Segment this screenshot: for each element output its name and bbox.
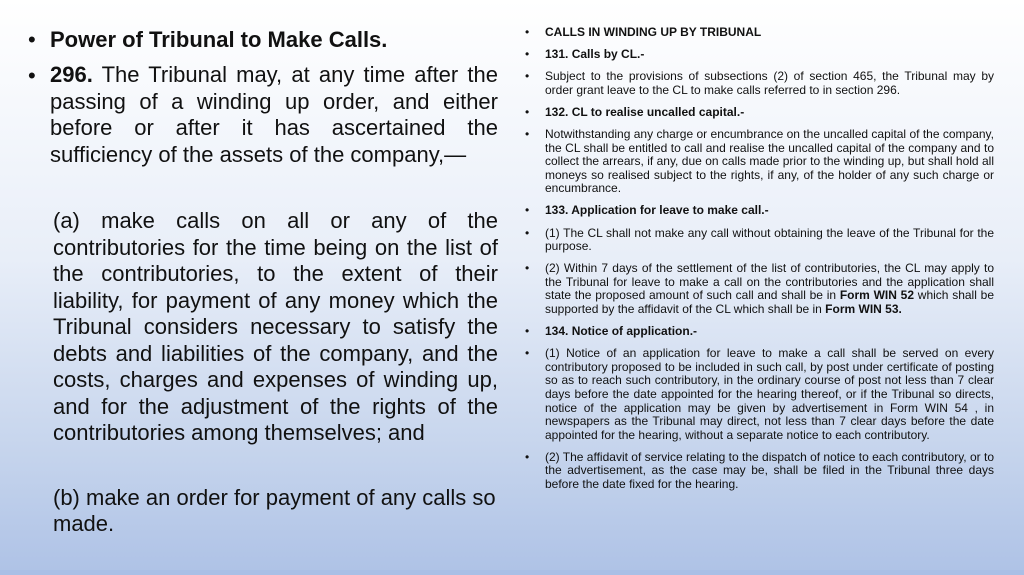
section-296-bullet [28, 62, 498, 168]
rule-134-p2: (2) The affidavit of service relating to the dispatch of notice to each contributory, or to the advertisement, as the case may be, shall be filed in the Tribunal three days before the date fixed for the hearing. [545, 449, 994, 492]
clause-a: (a) make calls on all or any of the contributories for the time being on the list of the contributories, to the extent of their liability, for payment of any money which the Tribunal considers necessary to satisfy the debts and liabilities of the company, and the costs, charges and expenses of winding up, and for the adjustment of the rights of the contributories among themselves; and [53, 208, 498, 445]
rule-134-p1-item [522, 347, 994, 442]
right-column [522, 26, 994, 500]
section-number: 296. [50, 62, 93, 87]
section-296-text [50, 62, 498, 168]
bullet-icon: • [28, 63, 36, 88]
bullet-icon: • [28, 27, 36, 52]
slide-bottom-bar [0, 570, 1024, 575]
rule-134-title: 134. Notice of application.- [545, 324, 698, 339]
rule-131-title: 131. Calls by CL.- [545, 47, 645, 62]
bullet-icon: • [525, 104, 530, 119]
rule-131-title-item [522, 48, 994, 62]
bullet-icon: • [525, 324, 530, 339]
form-win-52-ref: Form WIN 52 [839, 288, 915, 303]
rule-133-p2 [545, 262, 994, 316]
rules-heading: CALLS IN WINDING UP BY TRIBUNAL [545, 25, 762, 39]
clause-b: (b) make an order for payment of any calls so made. [53, 484, 496, 536]
form-win-53-ref: Form WIN 53. [825, 302, 902, 316]
bullet-icon: • [525, 69, 530, 84]
rule-132-title: 132. CL to realise uncalled capital.- [545, 104, 745, 119]
bullet-icon: • [525, 47, 530, 62]
bullet-icon: • [525, 225, 530, 240]
bullet-icon: • [525, 25, 530, 39]
rule-133-p1-item [522, 227, 994, 254]
rule-133-p1: (1) The CL shall not make any call without obtaining the leave of the Tribunal for the purpose. [545, 225, 994, 254]
rule-133-title: 133. Application for leave to make call.- [545, 203, 769, 218]
section-body: The Tribunal may, at any time after the passing of a winding up order, and either before or after it has ascertained the sufficiency of the assets of the company,— [50, 62, 498, 167]
rule-132-text: Notwithstanding any charge or encumbrance on the uncalled capital of the company, the CL shall be entitled to call and realise the uncalled capital of the company and to collect the arrears, if any, due on calls made prior to the winding up, but shall hold all moneys so realised subject to the rights, if any, of the holder of any such charge or encumbrance. [545, 126, 994, 196]
rule-131-text: Subject to the provisions of subsections (2) of section 465, the Tribunal may by order grant leave to the CL to make calls referred to in section 296. [545, 69, 994, 97]
left-column [28, 26, 498, 538]
rules-heading-item [522, 26, 994, 40]
rule-133-p2-item [522, 262, 994, 316]
rule-134-title-item [522, 325, 994, 339]
left-heading-bullet [28, 26, 498, 54]
bullet-icon: • [525, 449, 530, 464]
rule-133-p2-part-b: which shall be supported by the affidavit of the CL which shall be in [545, 288, 994, 316]
bullet-icon: • [525, 126, 530, 141]
bullet-icon: • [525, 261, 530, 276]
rule-133-p2-part-a: (2) Within 7 days of the settlement of the list of contributories, the CL may apply to the Tribunal for leave to make a call on the contributories and the application shall state the proposed amount of such call and shall be in [545, 261, 994, 303]
rule-133-title-item [522, 204, 994, 218]
rule-132-title-item [522, 106, 994, 120]
bullet-icon: • [525, 346, 530, 361]
rule-134-p1: (1) Notice of an application for leave to make a call shall be served on every contributory proposed to be included in such call, by post under certificate of posting so as to reach such contributory, in the ordinary course of post not less than 7 clear days before the date appointed for the hearing thereof, or if the Tribunal so directs, notice of the application may be given by advertisement in Form WIN 54 , in newspapers as the Tribunal may direct, not less than 7 clear days before the date appointed for the hearing, without a separate notice to each contributory. [545, 346, 994, 442]
left-heading: Power of Tribunal to Make Calls. [50, 27, 388, 52]
bullet-icon: • [525, 203, 530, 218]
rule-131-text-item [522, 70, 994, 97]
rule-134-p2-item [522, 451, 994, 492]
rule-132-text-item [522, 128, 994, 196]
